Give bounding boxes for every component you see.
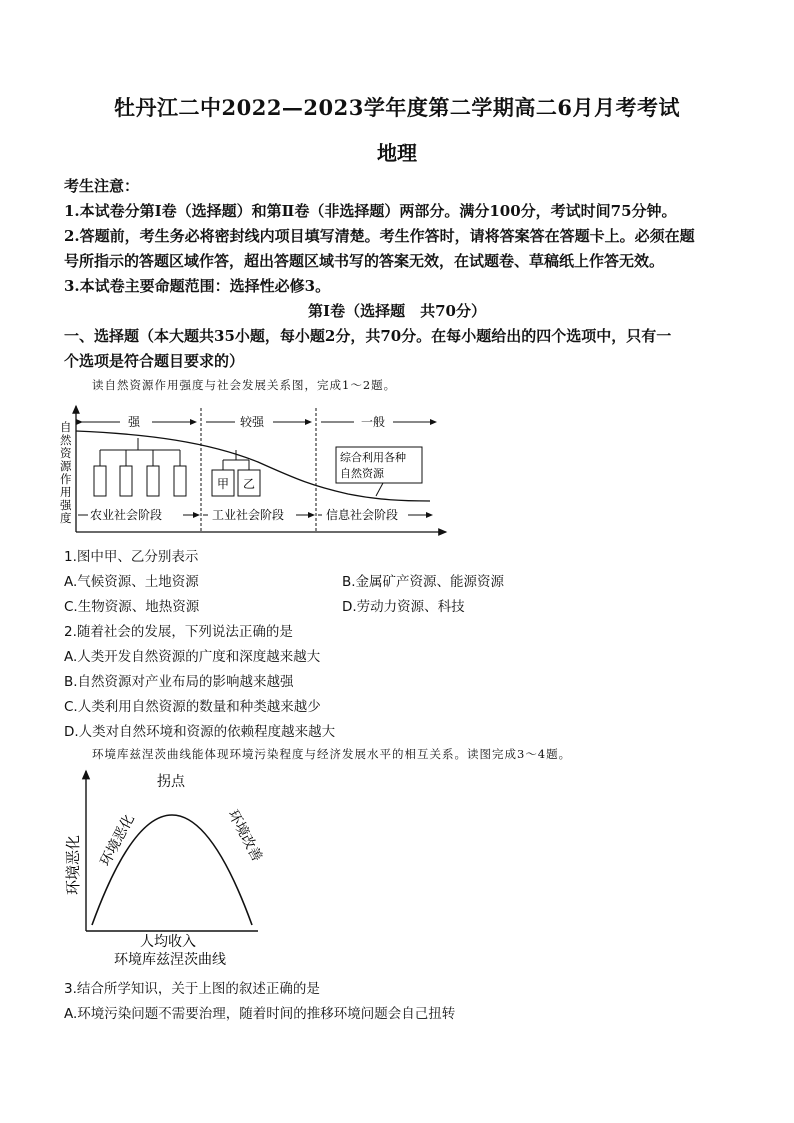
svg-text:然: 然 xyxy=(60,433,72,447)
notice-item-3: 3.本试卷主要命题范围：选择性必修3。 xyxy=(64,277,331,295)
svg-text:作: 作 xyxy=(60,472,72,486)
q2-option-b: B.自然资源对产业布局的影响越来越强 xyxy=(64,674,294,690)
notice-item-1: 1.本试卷分第Ⅰ卷（选择题）和第Ⅱ卷（非选择题）两部分。满分100分，考试时间75分钟。 xyxy=(64,202,677,220)
box-yi: 乙 xyxy=(243,477,256,491)
section-heading-line-2: 个选项是符合题目要求的） xyxy=(64,352,245,370)
peak-label: 拐点 xyxy=(157,774,185,790)
q2-option-d: D.人类对自然环境和资源的依赖程度越来越大 xyxy=(64,724,336,740)
q2-stem: 2.随着社会的发展，下列说法正确的是 xyxy=(64,624,293,640)
svg-text:源: 源 xyxy=(60,459,72,473)
info-note-line-2: 自然资源 xyxy=(340,467,384,480)
q1-stem: 1.图中甲、乙分别表示 xyxy=(64,549,199,565)
svg-text:自: 自 xyxy=(60,420,72,434)
intensity-levels xyxy=(82,415,436,429)
q2-option-a: A.人类开发自然资源的广度和深度越来越大 xyxy=(64,649,321,665)
exam-title: 牡丹江二中2022—2023学年度第二学期高二6月月考考试 xyxy=(113,95,680,120)
right-curve-label: 环境改善 xyxy=(224,807,265,865)
stage-information: 信息社会阶段 xyxy=(326,508,399,522)
notice-item-2-line-1: 2.答题前，考生务必将密封线内项目填写清楚。考生作答时，请将答案答在答题卡上。必须在题 xyxy=(64,227,695,245)
info-note-pointer xyxy=(376,483,383,496)
svg-text:用: 用 xyxy=(60,485,72,499)
x-axis-label: 人均收入 xyxy=(140,934,196,950)
figure1-intro: 读自然资源作用强度与社会发展关系图，完成1～2题。 xyxy=(92,378,397,392)
level-strong: 强 xyxy=(128,415,141,429)
q1-option-b: B.金属矿产资源、能源资源 xyxy=(342,574,505,590)
q2-option-c: C.人类利用自然资源的数量和种类越来越少 xyxy=(64,699,321,715)
notice-item-2-line-2: 号所指示的答题区域作答，超出答题区域书写的答案无效，在试题卷、草稿纸上作答无效。 xyxy=(64,252,665,270)
kuznets-curve-figure xyxy=(62,765,292,970)
section-heading-line-1: 一、选择题（本大题共35小题，每小题2分，共70分。在每小题给出的四个选项中，只有一 xyxy=(64,327,672,345)
figure2-intro: 环境库兹涅茨曲线能体现环境污染程度与经济发展水平的相互关系。读图完成3～4题。 xyxy=(92,747,572,761)
subject-title: 地理 xyxy=(377,141,417,165)
q1-option-d: D.劳动力资源、科技 xyxy=(342,599,465,615)
left-curve-label: 环境恶化 xyxy=(97,811,138,869)
svg-text:资: 资 xyxy=(60,446,72,460)
box-jia: 甲 xyxy=(217,477,230,491)
figure2-caption: 环境库兹涅茨曲线 xyxy=(114,952,226,968)
svg-text:强: 强 xyxy=(60,498,72,512)
agriculture-resource-tree xyxy=(94,438,186,496)
part-one-title: 第Ⅰ卷（选择题 共70分） xyxy=(308,302,486,320)
info-note-line-1: 综合利用各种 xyxy=(340,451,406,464)
q3-stem: 3.结合所学知识，关于上图的叙述正确的是 xyxy=(64,981,320,997)
level-fairly-strong: 较强 xyxy=(240,415,265,429)
notice-heading: 考生注意： xyxy=(64,177,140,195)
q1-option-a: A.气候资源、土地资源 xyxy=(64,574,199,590)
resource-intensity-figure xyxy=(58,400,452,538)
q3-option-a: A.环境污染问题不需要治理，随着时间的推移环境问题会自己扭转 xyxy=(64,1006,456,1022)
svg-text:度: 度 xyxy=(60,511,72,525)
stage-industry: 工业社会阶段 xyxy=(212,508,285,522)
stage-agriculture: 农业社会阶段 xyxy=(90,508,163,522)
q1-option-c: C.生物资源、地热资源 xyxy=(64,599,200,615)
stage-bar xyxy=(78,507,432,522)
y-axis-label xyxy=(60,420,72,525)
y-axis-label: 环境恶化 xyxy=(64,834,82,896)
level-general: 一般 xyxy=(361,415,386,429)
